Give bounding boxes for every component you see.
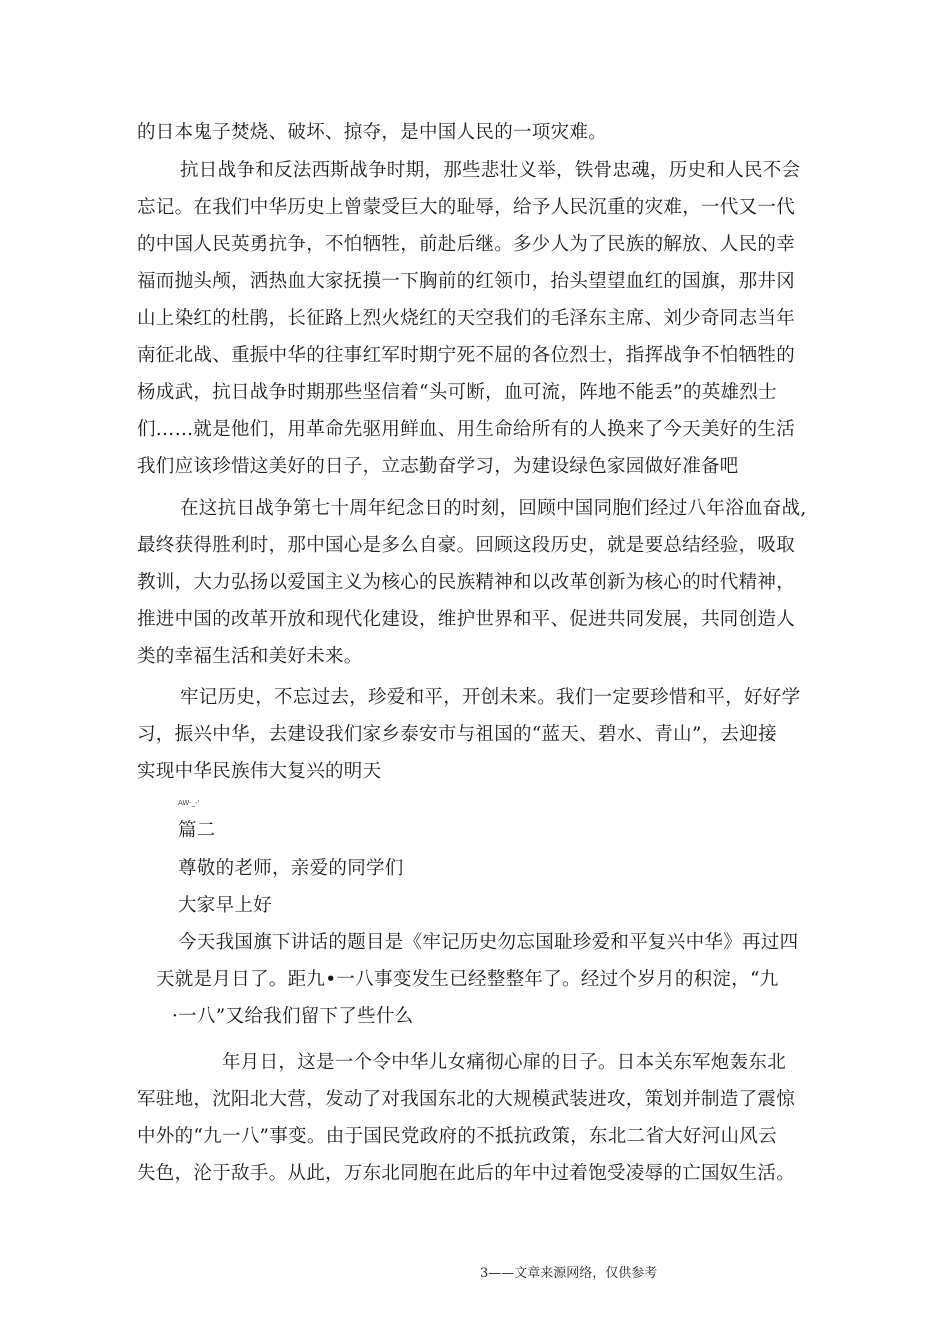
text-line: 军驻地，沈阳北大营，发动了对我国东北的大规模武装进攻，策划并制造了震惊 <box>137 1089 796 1110</box>
section-heading: 篇二 <box>178 820 216 841</box>
text-line: 的日本鬼子焚烧、破坏、掠夺，是中国人民的一项灾难。 <box>137 122 608 143</box>
text-line: 福而抛头颅，洒热血大家抚摸一下胸前的红领巾，抬头望望血红的国旗，那井冈 <box>137 271 796 292</box>
text-line: 最终获得胜利时，那中国心是多么自豪。回顾这段历史，就是要总结经验，吸取 <box>137 535 796 556</box>
text-line: 们……就是他们，用革命先驱用鲜血、用生命给所有的人换来了今天美好的生活 <box>137 419 796 440</box>
text-line: 我们应该珍惜这美好的日子，立志勤奋学习，为建设绿色家园做好准备吧 <box>137 456 739 477</box>
text-line: 杨成武，抗日战争时期那些坚信着“头可断，血可流，阵地不能丢”的英雄烈士 <box>137 382 777 403</box>
text-line: 实现中华民族伟大复兴的明天 <box>137 761 382 782</box>
text-line: 的中国人民英勇抗争，不怕牺牲，前赴后继。多少人为了民族的解放、人民的幸 <box>137 234 796 255</box>
text-line: 牢记历史，不忘过去，珍爱和平，开创未来。我们一定要珍惜和平，好好学 <box>180 687 801 708</box>
text-line: 推进中国的改革开放和现代化建设，维护世界和平、促进共同发展，共同创造人 <box>137 609 796 630</box>
text-line: ·一八”又给我们留下了些什么 <box>172 1006 414 1027</box>
text-line: 忘记。在我们中华历史上曾蒙受巨大的耻辱，给予人民沉重的灾难，一代又一代 <box>137 197 796 218</box>
text-line: 教训，大力弘扬以爱国主义为核心的民族精神和以改革创新为核心的时代精神， <box>137 572 796 593</box>
text-line: 类的幸福生活和美好未来。 <box>137 646 363 667</box>
text-line: 尊敬的老师，亲爱的同学们 <box>178 858 404 879</box>
text-line: 失色，沦于敌手。从此，万东北同胞在此后的年中过着饱受凌辱的亡国奴生活。 <box>137 1163 796 1184</box>
text-line: 山上染红的杜鹃，长征路上烈火烧红的天空我们的毛泽东主席、刘少奇同志当年 <box>137 308 796 329</box>
text-line: 抗日战争和反法西斯战争时期，那些悲壮义举，铁骨忠魂，历史和人民不会 <box>180 160 801 181</box>
text-line: 中外的“九一八”事变。由于国民党政府的不抵抗政策，东北二省大好河山风云 <box>137 1126 777 1147</box>
text-line: 年月日，这是一个令中华儿女痛彻心扉的日子。日本关东军炮轰东北 <box>222 1052 787 1073</box>
page-footer: 3——文章来源网络，仅供参考 <box>480 1266 658 1281</box>
text-line: 南征北战、重振中华的往事红军时期宁死不屈的各位烈士，指挥战争不怕牺牲的 <box>137 345 796 366</box>
tiny-mark: AW-_-' <box>178 799 200 807</box>
text-line: 习，振兴中华，去建设我们家乡泰安市与祖国的“蓝天、碧水、青山”，去迎接 <box>137 724 777 745</box>
text-line: 大家早上好 <box>178 895 273 916</box>
text-line: 今天我国旗下讲话的题目是《牢记历史勿忘国耻珍爱和平复兴中华》再过四 <box>178 932 799 953</box>
text-line: 天就是月日了。距九•一八事变发生已经整整年了。经过个岁月的积淀，“九 <box>156 969 779 990</box>
text-line: 在这抗日战争第七十周年纪念日的时刻，回顾中国同胞们经过八年浴血奋战, <box>180 498 807 519</box>
